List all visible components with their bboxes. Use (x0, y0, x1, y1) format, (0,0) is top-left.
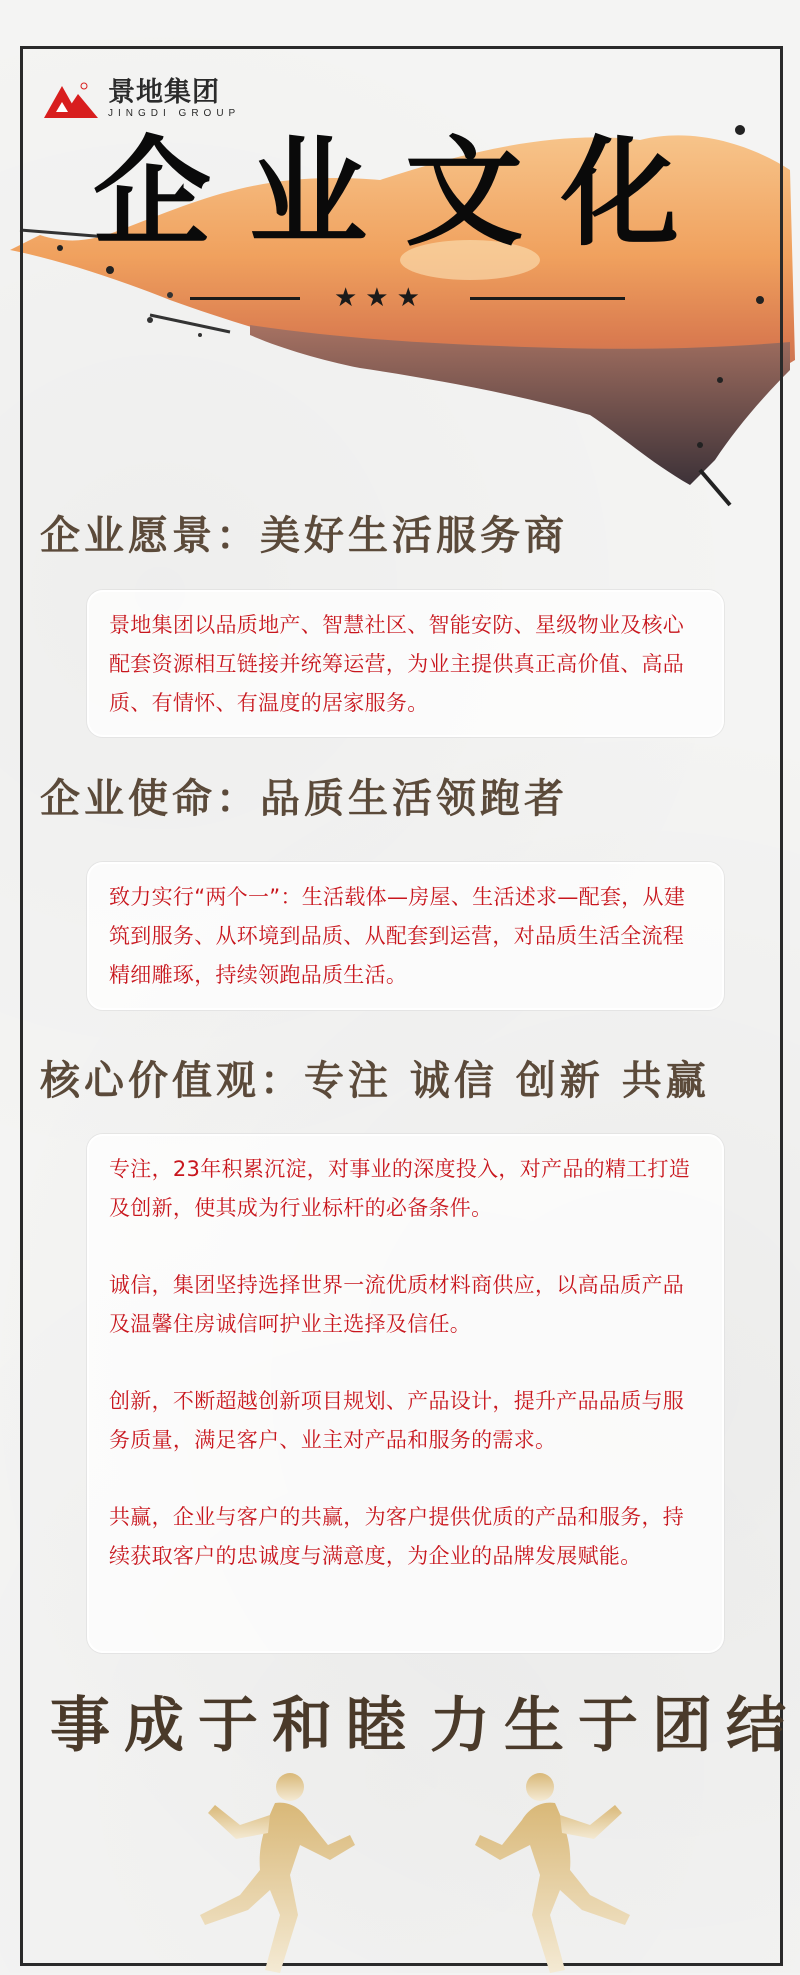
mission-card (87, 862, 724, 1010)
title-stars: ★★★ (334, 283, 428, 313)
vision-text: 景地集团以品质地产、智慧社区、智能安防、星级物业及核心配套资源相互链接并统筹运营，为业主提供真正高价值、高品质、有情怀、有温度的居家服务。 (109, 613, 685, 715)
values-card (87, 1134, 724, 1653)
page-title: 企业文化 (92, 124, 717, 262)
logo-name-en: JINGDI GROUP (108, 108, 241, 119)
runner-right-image (460, 1765, 660, 1975)
mission-heading: 企业使命：品质生活领跑者 (40, 775, 568, 822)
values-heading: 核心价值观：专注 诚信 创新 共赢 (40, 1057, 710, 1104)
slogan-right: 力生于团结 (430, 1691, 800, 1761)
value-item-integrity: 诚信，集团坚持选择世界一流优质材料商供应，以高品质产品及温馨住房诚信呵护业主选择及信任。 (109, 1273, 685, 1336)
value-item-win-win: 共赢，企业与客户的共赢，为客户提供优质的产品和服务，持续获取客户的忠诚度与满意度，为企业的品牌发展赋能。 (109, 1505, 685, 1568)
value-item-focus: 专注，23年积累沉淀，对事业的深度投入，对产品的精工打造及创新，使其成为行业标杆的必备条件。 (109, 1157, 691, 1220)
slogan-left: 事成于和睦 (50, 1691, 420, 1761)
runner-left-image (170, 1765, 370, 1975)
mission-text: 致力实行“两个一”：生活载体—房屋、生活述求—配套，从建筑到服务、从环境到品质、从配套到运营，对品质生活全流程精细雕琢，持续领跑品质生活。 (109, 885, 686, 987)
jingdi-logo (40, 78, 240, 120)
logo-mark-icon (40, 78, 102, 120)
vision-card (87, 590, 724, 737)
title-divider-left (190, 297, 300, 300)
title-divider-right (470, 297, 625, 300)
logo-name-cn: 景地集团 (108, 77, 220, 108)
value-item-innovation: 创新，不断超越创新项目规划、产品设计，提升产品品质与服务质量，满足客户、业主对产品和服务的需求。 (109, 1389, 685, 1452)
vision-heading: 企业愿景：美好生活服务商 (40, 512, 568, 559)
